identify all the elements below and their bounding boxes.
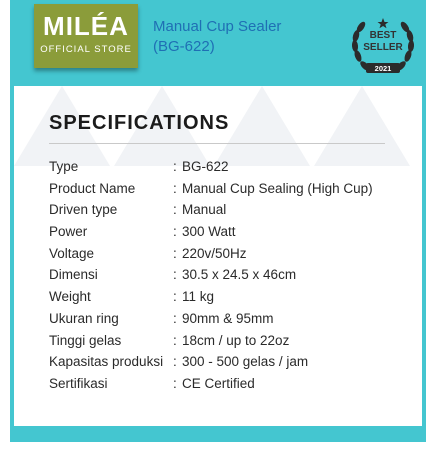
best-seller-badge [346, 12, 420, 86]
divider [49, 143, 385, 144]
spec-separator: : [173, 354, 177, 370]
spec-separator: : [173, 159, 177, 174]
spec-label: Tinggi gelas [49, 332, 122, 348]
spec-value: 18cm / up to 22oz [182, 332, 290, 348]
badge-line1: BEST [369, 30, 397, 41]
spec-separator: : [173, 180, 177, 196]
spec-value: 300 Watt [182, 224, 236, 240]
spec-label: Ukuran ring [49, 310, 119, 326]
brand-logo [34, 4, 138, 68]
product-title [153, 17, 281, 57]
product-title-line1: Manual Cup Sealer [153, 18, 282, 35]
spec-value: BG-622 [182, 159, 229, 174]
spec-label: Sertifikasi [49, 375, 108, 391]
spec-label: Voltage [49, 245, 95, 261]
spec-value: Manual [182, 202, 227, 218]
spec-separator: : [173, 289, 177, 305]
spec-separator: : [173, 267, 177, 283]
badge-line2: SELLER [363, 42, 403, 53]
spec-label: Weight [49, 289, 91, 305]
spec-separator: : [173, 375, 177, 391]
spec-separator: : [173, 332, 177, 348]
spec-value: CE Certified [182, 375, 255, 391]
background-shape [314, 86, 410, 166]
brand-name: MILÉA [43, 11, 129, 41]
spec-value: 90mm & 95mm [182, 310, 274, 326]
spec-value: 30.5 x 24.5 x 46cm [182, 267, 297, 283]
product-title-line2: (BG-622) [153, 38, 215, 55]
spec-label: Power [49, 224, 88, 240]
spec-label: Type [49, 159, 79, 174]
spec-value: 300 - 500 gelas / jam [182, 354, 309, 370]
spec-label: Driven type [49, 202, 118, 218]
spec-label: Dimensi [49, 267, 98, 283]
spec-label: Kapasitas produksi [49, 354, 164, 370]
spec-value: 220v/50Hz [182, 245, 247, 261]
spec-separator: : [173, 245, 177, 261]
spec-value: Manual Cup Sealing (High Cup) [182, 180, 373, 196]
spec-separator: : [173, 310, 177, 326]
badge-year: 2021 [374, 64, 392, 73]
spec-value: 11 kg [182, 289, 215, 305]
spec-separator: : [173, 202, 177, 218]
spec-separator: : [173, 224, 177, 240]
spec-label: Product Name [49, 180, 136, 196]
brand-subtitle: OFFICIAL STORE [40, 44, 132, 55]
specifications-heading: SPECIFICATIONS [49, 112, 230, 134]
